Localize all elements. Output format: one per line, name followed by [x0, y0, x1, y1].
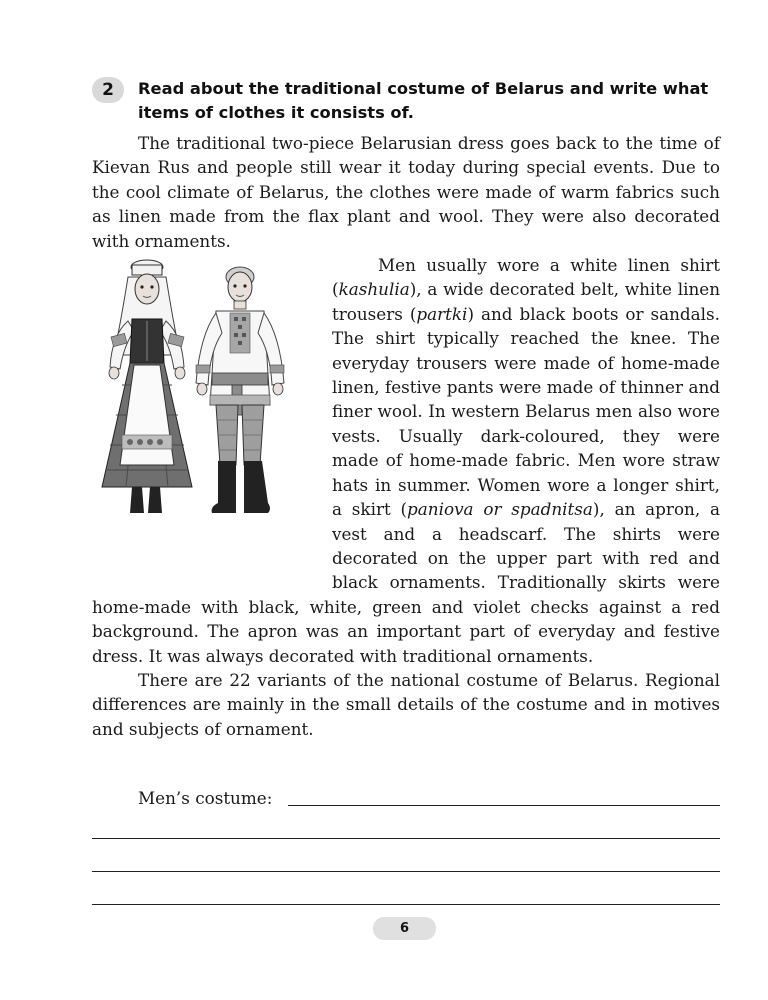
term-paniova: paniova or spadnitsa [407, 499, 593, 520]
term-kashulia: kashulia [338, 279, 410, 300]
answer-line-2[interactable] [92, 838, 720, 839]
answer-line-1[interactable] [288, 805, 720, 806]
paragraph-variants: There are 22 variants of the national costume of Belarus. Regional differences are mainly in the small details of the costume and in motives and subjects of ornament. [92, 669, 720, 739]
text-run: ), a wide decorated belt, white linen trousers ( [332, 279, 720, 324]
paragraph-intro: The traditional two-piece Belarusian dress goes back to the time of Kievan Rus and people still wear it today during special events. Due to the cool climate of Belarus, the clothes were made of warm fabrics such as linen made from the flax plant and wool. They were also decorated with ornaments. [92, 133, 720, 251]
task-instruction: Read about the traditional costume of Belarus and write what items of clothes it consists of. [138, 79, 709, 122]
term-partki: partki [416, 303, 468, 324]
task-number-badge: 2 [92, 77, 124, 103]
reading-text [92, 131, 720, 741]
belarusian-costume-figures-image [92, 255, 302, 555]
man-figure [196, 267, 284, 513]
answer-line-3[interactable] [92, 871, 720, 872]
woman-figure [102, 260, 192, 513]
text-run: ) and black boots or sandals. The shirt typically reached the knee. The everyday trousers were made of home-made linen, festive pants were made of thinner and finer wool. In western Belarus men also wore vests. Usually dark-coloured, they were made of home-made fabric. Men wore straw hats in summer. Women wore a longer shirt, a skirt ( [332, 303, 720, 520]
answer-label: Men’s costume: [138, 788, 273, 808]
text-run: Men usually wore a white linen shirt ( [332, 255, 720, 300]
costume-illustration [92, 255, 330, 575]
page-number: 6 [373, 917, 436, 940]
text-run: ), an apron, a vest and a headscarf. The shirts were decorated on the upper part with red and black ornaments. Traditionally skirts were home-made with black, white, green and violet checks against a red background. The apron was an important part of everyday and festive dress. It was always decorated with traditional ornaments. [92, 499, 720, 666]
answer-line-4[interactable] [92, 904, 720, 905]
